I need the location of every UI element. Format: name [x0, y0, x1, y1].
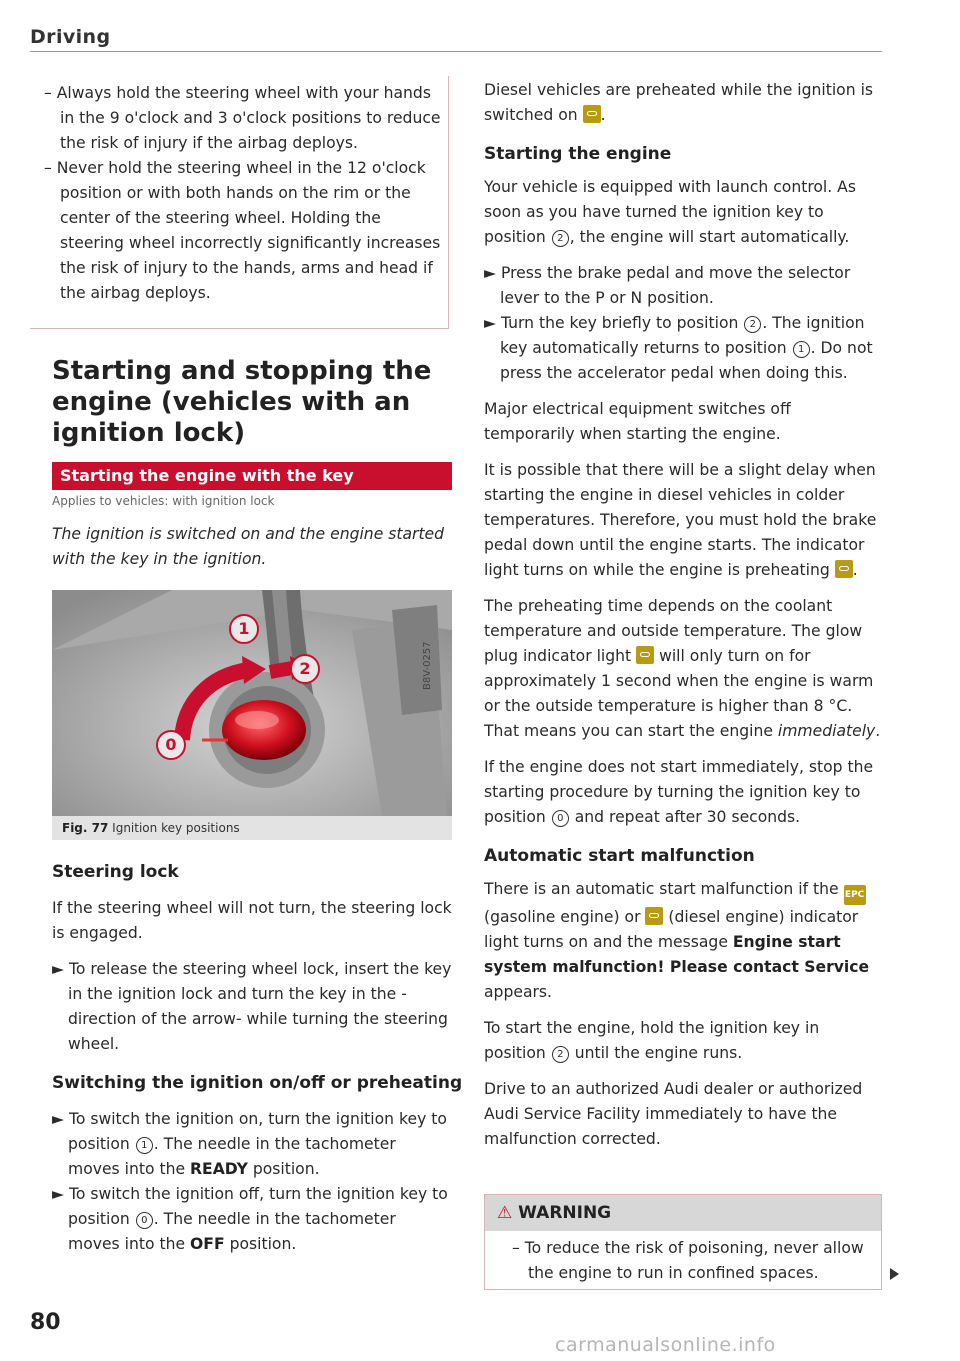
no-start-note: [484, 755, 884, 830]
figure-label-0: 0: [156, 730, 186, 760]
switch-off-text-2: . The needle in the tachometer moves into the: [68, 1210, 396, 1253]
step2-text-3: . Do not press the accelerator pedal when doing this.: [500, 339, 873, 382]
position-1-marker: 1: [136, 1137, 153, 1154]
applies-note: Applies to vehicles: with ignition lock: [52, 494, 275, 508]
steering-lock-text: If the steering wheel will not turn, the steering lock is engaged.: [52, 899, 452, 942]
auto-start-text: [484, 877, 884, 1005]
subsection-title: Starting the engine with the key: [52, 462, 452, 490]
watermark: carmanualsonline.info: [555, 1334, 776, 1356]
figure-caption-text: Ignition key positions: [112, 821, 240, 835]
right-column: [484, 78, 884, 1152]
auto-text-3: (diesel engine) indicator light turns on and the message: [484, 908, 859, 951]
subsection-intro: The ignition is switched on and the engine started with the key in the ignition.: [52, 525, 445, 568]
step2-text-2: . The ignition key automatically returns to position: [500, 314, 865, 357]
switch-off-text: ► To switch the ignition off, turn the ignition key to position: [52, 1185, 448, 1228]
diesel-note: Diesel vehicles are preheated while the ignition is switched on .: [484, 81, 874, 124]
warning-triangle-icon: ⚠: [497, 1203, 513, 1223]
auto-text-2: (gasoline engine) or: [484, 908, 641, 926]
warning-bullet-2: – Never hold the steering wheel in the 12 o'clock position or with both hands on the rim or the center of the steering wheel. Holding the steering wheel incorrectly significantly increases the risk of injury to the hands, arms and head if the airbag deploys.: [44, 159, 441, 302]
continue-arrow-icon: [890, 1268, 899, 1280]
header-rule: [30, 51, 882, 52]
preheat-text: The preheating time depends on the coolant temperature and outside temperature. The glow plug indicator light: [484, 597, 863, 665]
preheating-note: The preheating time depends on the coolant temperature and outside temperature. The glow plug indicator light will only turn on for approximately 1 second when the engine is warm or the outside temperature is higher than 8 °C. That means you can start the engine immediately.: [484, 597, 881, 740]
delay-note: It is possible that there will be a slight delay when starting the engine in diesel vehicles in colder temperatures. Therefore, you must hold the brake pedal down until the engine starts. The indicator light turns on while the engine is preheating .: [484, 461, 877, 579]
start-step-1: ► Press the brake pedal and move the selector lever to the P or N position.: [484, 264, 851, 307]
steering-lock-step: ► To release the steering wheel lock, insert the key in the ignition lock and turn the key in the -direction of the arrow- while turning the steering wheel.: [52, 960, 452, 1053]
glow-plug-icon-4: [645, 907, 663, 925]
glow-plug-icon-2: [835, 560, 853, 578]
nostart-text: If the engine does not start immediately, stop the starting procedure by turning the ignition key to position: [484, 758, 874, 826]
hold-text-2: until the engine runs.: [574, 1044, 743, 1062]
preheat-text-2: will only turn on for approximately 1 second when the engine is warm or the outside temperature is higher than 8 °C. That means you can start the engine: [484, 647, 874, 740]
switch-on-text-2: . The needle in the tachometer moves into the: [68, 1135, 396, 1178]
glow-plug-icon: [583, 105, 601, 123]
steering-lock-heading: Steering lock: [52, 862, 179, 882]
immediately-emphasis: immediately: [777, 722, 876, 740]
switch-off-text-3: position.: [229, 1235, 297, 1253]
warning-title: WARNING: [518, 1203, 612, 1223]
auto-start-message: Engine start system malfunction! Please contact Service: [484, 933, 870, 976]
auto-start-heading: Automatic start malfunction: [484, 846, 755, 866]
switching-heading: Switching the ignition on/off or preheating: [52, 1073, 463, 1093]
figure-label-1: 1: [229, 614, 259, 644]
launch-control-text: [484, 175, 884, 250]
warning-bullet-1: – Always hold the steering wheel with your hands in the 9 o'clock and 3 o'clock positions to reduce the risk of injury if the airbag deploys.: [44, 84, 441, 152]
page-title: Starting and stopping the engine (vehicles with an ignition lock): [52, 356, 432, 448]
warning-text: – To reduce the risk of poisoning, never allow the engine to run in confined spaces.: [512, 1239, 864, 1282]
hold-text: To start the engine, hold the ignition key in position: [484, 1019, 820, 1062]
warning-continuation: [44, 81, 444, 306]
figure-number: Fig. 77: [62, 821, 109, 835]
delay-text: It is possible that there will be a slight delay when starting the engine in diesel vehicles in colder temperatures. Therefore, you must hold the brake pedal down until the engine starts. The indicator light turns on while the engine is preheating: [484, 461, 877, 579]
launch-text-2: , the engine will start automatically.: [569, 228, 850, 246]
figure-code: B8V-0257: [422, 641, 433, 690]
major-equipment-note: Major electrical equipment switches off temporarily when starting the engine.: [484, 400, 791, 443]
ready-state: READY: [190, 1160, 248, 1178]
switch-on-step: [52, 1107, 452, 1182]
position-0-marker: 0: [136, 1212, 153, 1229]
epc-icon: EPC: [844, 885, 866, 905]
drive-to-dealer-note: Drive to an authorized Audi dealer or authorized Audi Service Facility immediately to have the malfunction corrected.: [484, 1080, 863, 1148]
starting-heading: Starting the engine: [484, 144, 672, 164]
nostart-text-2: and repeat after 30 seconds.: [574, 808, 801, 826]
section-header: Driving: [30, 26, 111, 48]
off-state: OFF: [190, 1235, 225, 1253]
auto-text: There is an automatic start malfunction if the: [484, 880, 839, 898]
glow-plug-icon-3: [636, 646, 654, 664]
warning-header: [485, 1195, 881, 1231]
switch-on-text: ► To switch the ignition on, turn the ignition key to position: [52, 1110, 447, 1153]
launch-text: Your vehicle is equipped with launch control. As soon as you have turned the ignition key to position: [484, 178, 856, 246]
ignition-key-figure: [52, 590, 452, 816]
diesel-text: Diesel vehicles are preheated while the ignition is switched on: [484, 81, 874, 124]
figure-label-2: 2: [290, 654, 320, 684]
hold-key-note: [484, 1016, 884, 1066]
step2-text: ► Turn the key briefly to position: [484, 314, 739, 332]
start-step-2: [484, 311, 884, 386]
steering-lock-section: [52, 896, 452, 1057]
switching-section: [52, 1107, 452, 1257]
auto-text-4: appears.: [484, 983, 552, 1001]
figure-caption: [52, 816, 452, 840]
switch-on-text-3: position.: [252, 1160, 320, 1178]
position-2-marker-c: 2: [552, 1046, 569, 1063]
position-0-marker-b: 0: [552, 810, 569, 827]
switch-off-step: [52, 1182, 452, 1257]
page-number: 80: [30, 1310, 61, 1335]
position-2-marker: 2: [552, 230, 569, 247]
position-2-marker-b: 2: [744, 316, 761, 333]
position-1-marker-b: 1: [793, 341, 810, 358]
